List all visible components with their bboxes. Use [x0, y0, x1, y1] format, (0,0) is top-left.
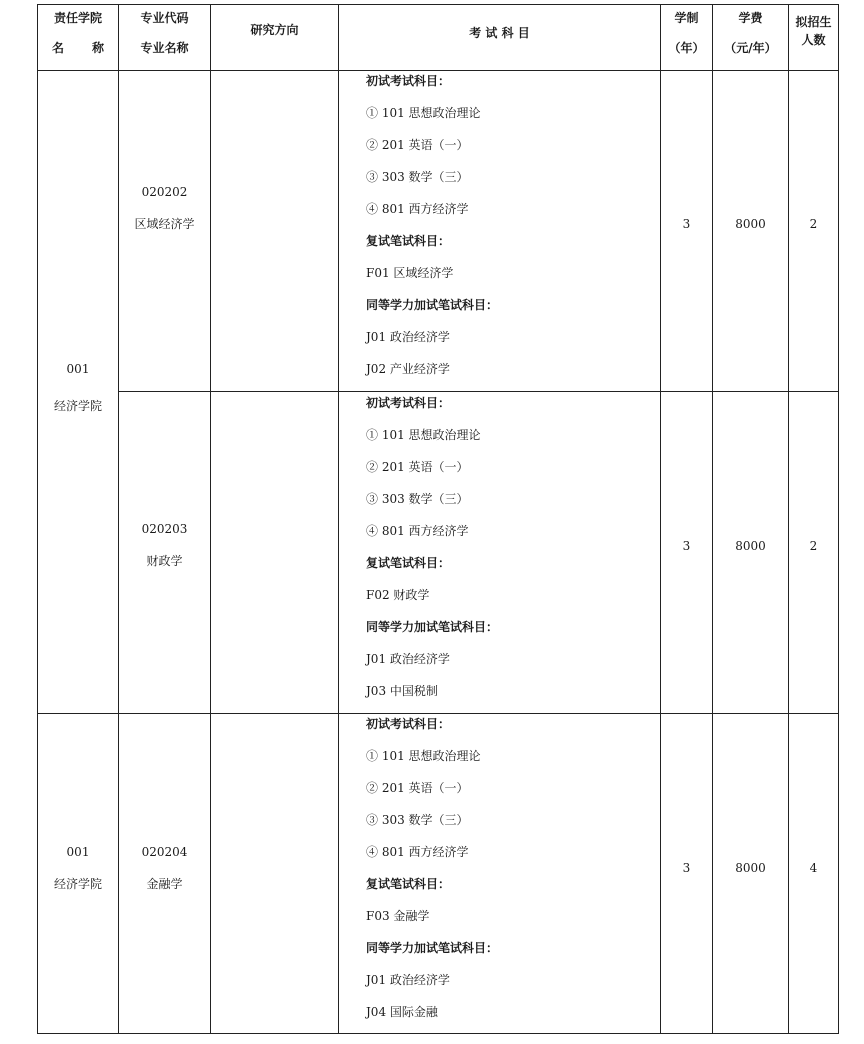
major-name: 财政学: [146, 554, 183, 568]
column-divider: [338, 4, 339, 1034]
subject-item: F03 金融学: [366, 909, 430, 923]
subject-heading: 复试笔试科目：: [366, 234, 451, 248]
header-years-line1: 学制: [674, 11, 699, 25]
major-name: 金融学: [146, 877, 183, 891]
subject-item: ③ 303 数学（三）: [366, 170, 469, 184]
subject-item: ③ 303 数学（三）: [366, 492, 469, 506]
years-value: 3: [682, 861, 691, 875]
subject-item: ② 201 英语（一）: [366, 460, 469, 474]
years-value: 3: [682, 217, 691, 231]
header-major-line2: 专业名称: [140, 41, 189, 55]
header-divider: [37, 70, 838, 71]
header-college-line2a: 名: [52, 41, 65, 55]
subject-item: J01 政治经济学: [366, 973, 450, 987]
row-divider: [119, 391, 838, 392]
subject-item: ① 101 思想政治理论: [366, 749, 481, 763]
major-code: 020203: [141, 522, 188, 536]
subject-item: ① 101 思想政治理论: [366, 106, 481, 120]
quota-value: 2: [809, 539, 818, 553]
subject-item: ④ 801 西方经济学: [366, 845, 469, 859]
fee-value: 8000: [735, 861, 766, 875]
row-divider: [37, 713, 838, 714]
header-direction: 研究方向: [250, 23, 299, 37]
fee-value: 8000: [735, 217, 766, 231]
subject-heading: 初试考试科目：: [366, 74, 451, 88]
header-subjects: 考 试 科 目: [469, 26, 530, 40]
column-divider: [788, 4, 789, 1034]
table-border-bottom: [37, 1033, 838, 1034]
header-college-line1: 责任学院: [53, 11, 102, 25]
subject-item: J01 政治经济学: [366, 330, 450, 344]
table-border-top: [37, 4, 838, 5]
quota-value: 2: [809, 217, 818, 231]
header-fee-line1: 学费: [738, 11, 763, 25]
college-code: 001: [66, 362, 90, 376]
subject-item: ③ 303 数学（三）: [366, 813, 469, 827]
subject-heading: 同等学力加试笔试科目：: [366, 298, 499, 312]
header-quota-line2: 人数: [801, 33, 826, 47]
header-quota-line1: 拟招生: [795, 15, 832, 29]
subject-item: F01 区域经济学: [366, 266, 454, 280]
major-code: 020202: [141, 185, 188, 199]
subject-item: J01 政治经济学: [366, 652, 450, 666]
subject-item: ④ 801 西方经济学: [366, 202, 469, 216]
subject-heading: 初试考试科目：: [366, 717, 451, 731]
subject-heading: 初试考试科目：: [366, 396, 451, 410]
college-code: 001: [66, 845, 90, 859]
column-divider: [712, 4, 713, 1034]
subject-item: J02 产业经济学: [366, 362, 450, 376]
header-major-line1: 专业代码: [140, 11, 189, 25]
header-years-line2: （年）: [668, 41, 705, 55]
major-code: 020204: [141, 845, 188, 859]
header-fee-line2: （元/年）: [724, 41, 777, 55]
quota-value: 4: [809, 861, 818, 875]
subject-item: J03 中国税制: [366, 684, 438, 698]
subject-item: ④ 801 西方经济学: [366, 524, 469, 538]
subject-heading: 复试笔试科目：: [366, 556, 451, 570]
header-college-line2b: 称: [92, 41, 105, 55]
subject-heading: 复试笔试科目：: [366, 877, 451, 891]
subject-item: ② 201 英语（一）: [366, 781, 469, 795]
years-value: 3: [682, 539, 691, 553]
major-name: 区域经济学: [134, 217, 195, 231]
subject-item: J04 国际金融: [366, 1005, 438, 1019]
subject-heading: 同等学力加试笔试科目：: [366, 941, 499, 955]
column-divider: [210, 4, 211, 1034]
subject-item: ① 101 思想政治理论: [366, 428, 481, 442]
subject-heading: 同等学力加试笔试科目：: [366, 620, 499, 634]
college-name: 经济学院: [53, 877, 102, 891]
table-border-right: [838, 4, 839, 1034]
fee-value: 8000: [735, 539, 766, 553]
subject-item: ② 201 英语（一）: [366, 138, 469, 152]
column-divider: [660, 4, 661, 1034]
college-name: 经济学院: [53, 399, 102, 413]
subject-item: F02 财政学: [366, 588, 430, 602]
